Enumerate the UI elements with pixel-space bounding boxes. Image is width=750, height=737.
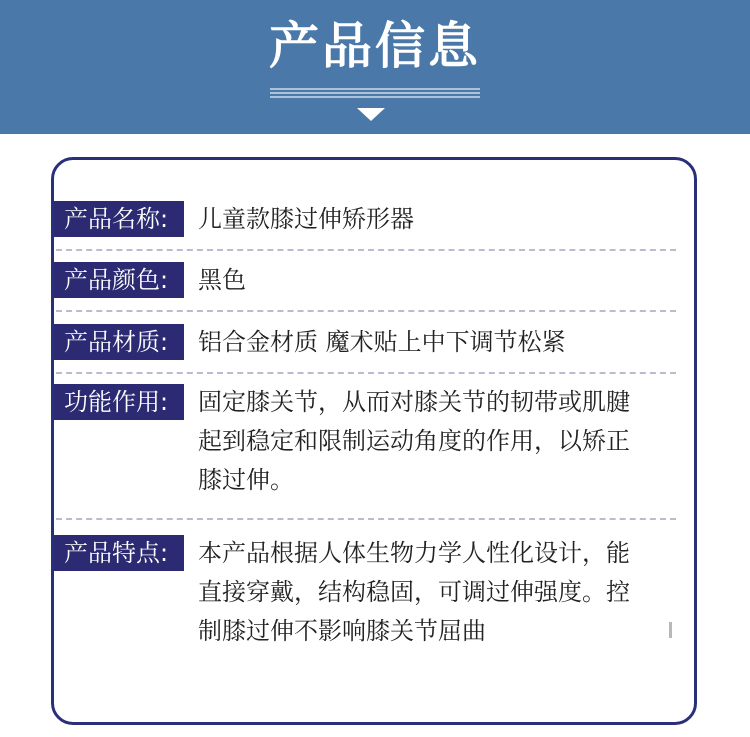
decorative-speck bbox=[669, 622, 672, 638]
header-banner bbox=[0, 0, 750, 134]
page-title: 产品信息 bbox=[269, 17, 481, 75]
divider bbox=[56, 249, 676, 251]
value-product-name: 儿童款膝过伸矫形器 bbox=[198, 205, 414, 233]
label-product-name: 产品名称: bbox=[54, 201, 184, 237]
value-function-line-2: 起到稳定和限制运动角度的作用，以矫正 bbox=[198, 427, 630, 455]
label-product-material: 产品材质: bbox=[54, 324, 184, 360]
decorative-fine-print bbox=[270, 86, 480, 100]
value-features-line-3: 制膝过伸不影响膝关节屈曲 bbox=[198, 617, 486, 645]
value-product-color: 黑色 bbox=[198, 266, 246, 294]
divider bbox=[56, 518, 676, 520]
value-product-material: 铝合金材质 魔术贴上中下调节松紧 bbox=[198, 328, 566, 356]
label-product-color: 产品颜色: bbox=[54, 262, 184, 298]
value-features-line-1: 本产品根据人体生物力学人性化设计，能 bbox=[198, 539, 630, 567]
value-function-line-1: 固定膝关节，从而对膝关节的韧带或肌腱 bbox=[198, 388, 630, 416]
label-features: 产品特点: bbox=[54, 535, 184, 571]
divider bbox=[56, 372, 676, 374]
value-features-line-2: 直接穿戴，结构稳固，可调过伸强度。控 bbox=[198, 578, 630, 606]
label-function: 功能作用: bbox=[54, 384, 184, 420]
value-function-line-3: 膝过伸。 bbox=[198, 466, 294, 494]
down-arrow-icon bbox=[357, 108, 385, 121]
divider bbox=[56, 310, 676, 312]
